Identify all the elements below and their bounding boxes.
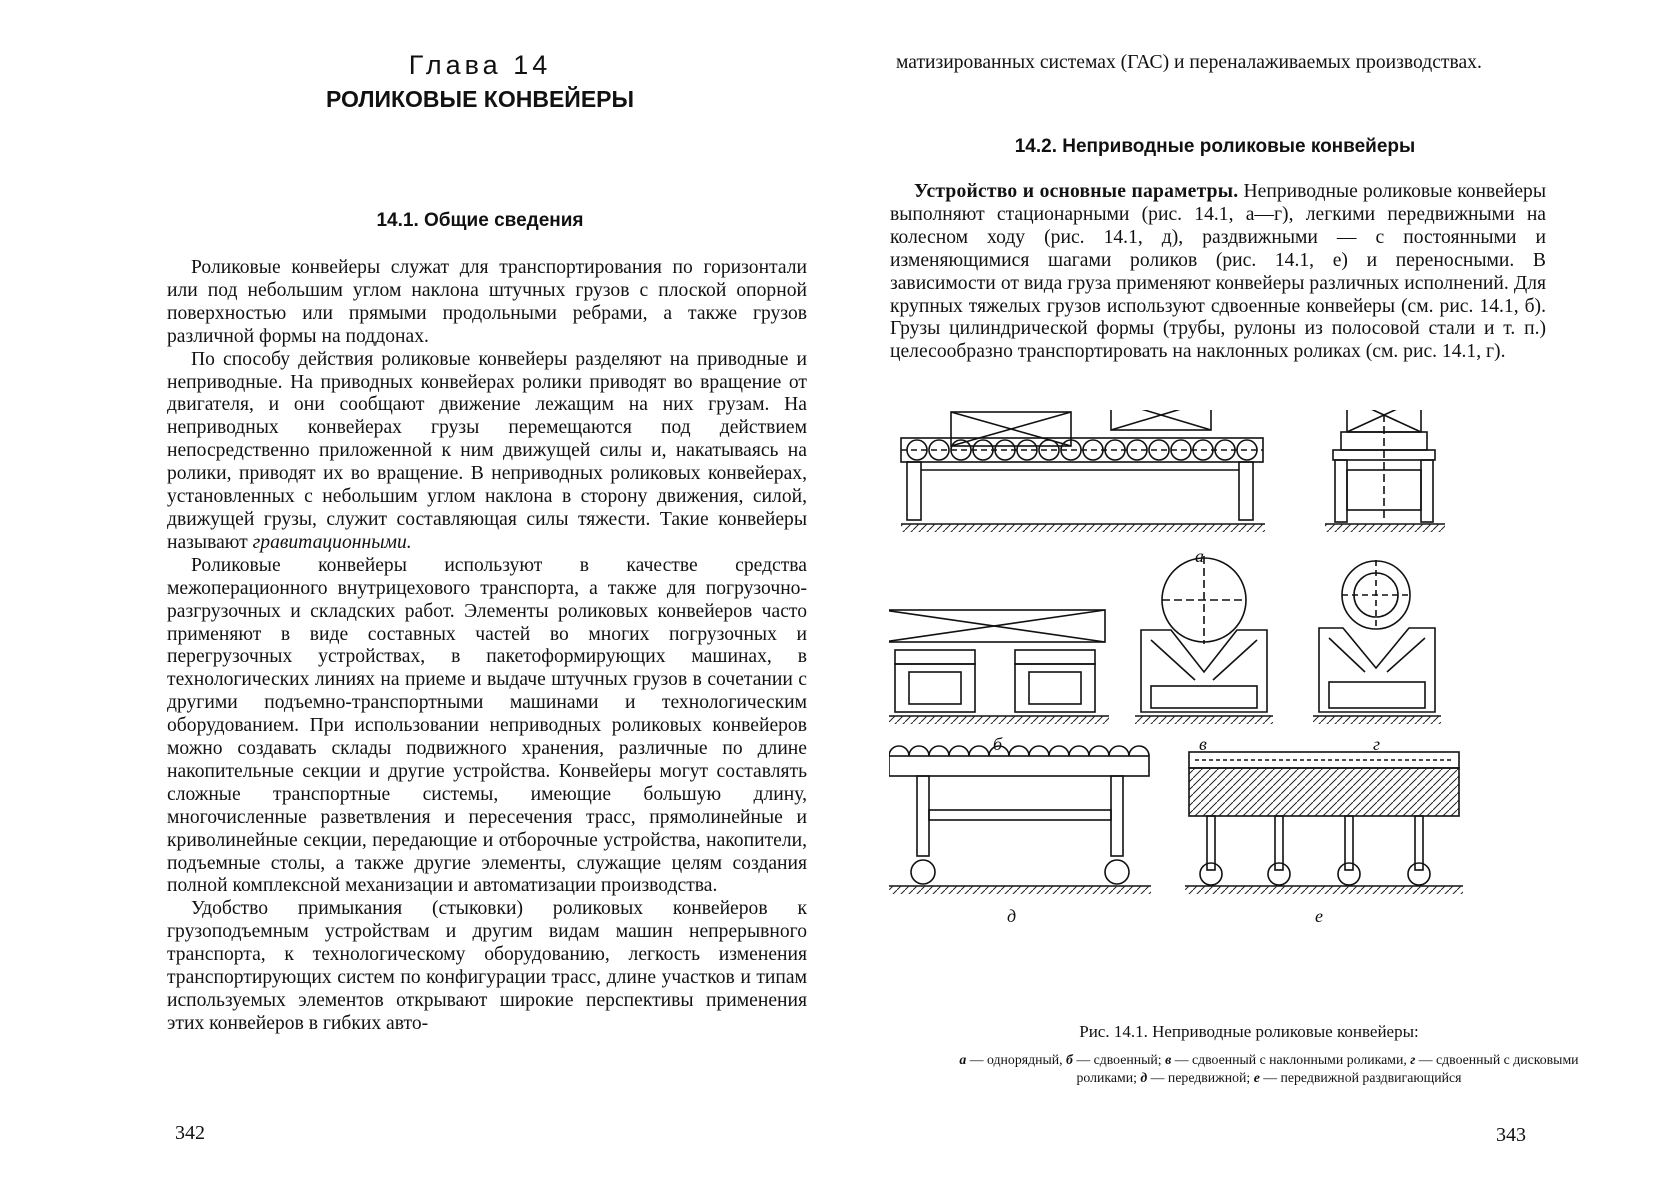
legend-key-v: в <box>1165 1052 1172 1067</box>
legend-text-v: — сдвоенный с наклонными роликами, <box>1171 1052 1411 1067</box>
panel-label-a: а <box>1195 546 1204 566</box>
italic-term: гравитационными. <box>252 531 412 553</box>
legend-text-e: — передвижной раздвигающийся <box>1259 1070 1462 1085</box>
drawing-a-end <box>1325 410 1445 532</box>
paragraph-2 <box>167 349 807 555</box>
panel-label-b: б <box>993 734 1003 754</box>
paragraph-14-2-text: Неприводные роликовые конвейеры выполняют стационарными (рис. 14.1, а—г), легкими передвижными на колесном ходу (рис. 14.1, д), раздвижными — с постоянными и изменяющимися шагами роликов (рис. 14.1, е) и переносными. В зависимости от вида груза применяют конвейеры различных исполнений. Для крупных тяжелых грузов используют сдвоенные конвейеры (см. рис. 14.1, б). Грузы цилиндрической формы (трубы, рулоны из полосовой стали и т. п.) целесообразно транспортировать на наклонных роликах (см. рис. 14.1, г). <box>890 181 1546 363</box>
paragraph-14-2 <box>890 181 1546 364</box>
paragraph-1: Роликовые конвейеры служат для транспортирования по горизонтали или под небольшим углом наклона штучных грузов с плоской опорной поверхностью или прямыми продольными ребрами, а также грузов различной формы на поддонах. <box>167 257 807 347</box>
panel-label-g: г <box>1373 734 1381 754</box>
panel-label-v: в <box>1199 734 1207 754</box>
legend-key-a: а <box>959 1052 967 1067</box>
legend-text-a: — однорядный, <box>966 1052 1067 1067</box>
figure-14-1 <box>889 410 1619 1085</box>
continuation-paragraph: матизированных системах (ГАС) и переналаживаемых производствах. <box>896 52 1482 73</box>
continuation-text <box>896 52 1546 75</box>
right-page <box>840 0 1679 1189</box>
paragraph-2-text: По способу действия роликовые конвейеры разделяют на приводные и неприводные. На приводных конвейерах ролики приводят во вращение от двигателя, и они сообщают движение лежащим на них грузам. На неприводных конвейерах грузы перемещаются под действием непосредственно приложенной к ним движущей силы и, накатываясь на ролики, приводят их во вращение. В неприводных роликовых конвейерах, установленных с небольшим углом наклона в сторону движения, силой, движущей грузы, служит составляющая силы тяжести. Такие конвейеры называют <box>167 348 807 553</box>
page-number-left: 342 <box>175 1122 205 1144</box>
paragraph-4: Удобство примыкания (стыковки) роликовых конвейеров к грузоподъемным устройствам и другим видам машин непрерывного транспорта, к технологическому оборудованию, легкость изменения транспортирующих систем по конфигурации трасс, длине участков и типам используемых элементов открывают широкие перспективы применения этих конвейеров в гибких авто- <box>167 898 807 1034</box>
left-body-text <box>167 257 807 1036</box>
legend-text-g: — сдвоенный с дисковыми роликами; <box>1076 1052 1579 1085</box>
legend-key-e: е <box>1253 1070 1260 1085</box>
right-body-text <box>890 181 1546 364</box>
drawing-e <box>1185 752 1463 894</box>
paragraph-3: Роликовые конвейеры используют в качестве средства межоперационного внутрицехового транспорта, а также для погрузочно-разгрузочных и складских работ. Элементы роликовых конвейеров часто применяют в виде составных частей во многих погрузочных и перегрузочных устройствах, в пакетоформирующих машинах, в технологических линиях на приеме и выдаче штучных грузов в сочетании с другими подъемно-транспортными машинами и технологическим оборудованием. При использовании неприводных роликовых конвейеров можно создавать склады подвижного хранения, различные по длине накопительные секции и другие устройства. Конвейеры могут составлять сложные транспортные системы, имеющие большую длину, многочисленные разветвления и пересечения трасс, прямолинейные и криволинейные секции, передающие и отборочные устройства, накопители, подъемные столы, а также другие элементы, служащие целям создания полной комплексной механизации и автоматизации производства. <box>167 554 807 897</box>
panel-label-d: д <box>1007 906 1017 926</box>
figure-drawing <box>889 410 1619 1020</box>
section-title-14-1: 14.1. Общие сведения <box>376 210 584 231</box>
legend-text-d: — передвижной; <box>1147 1070 1254 1085</box>
drawing-a-side <box>901 410 1265 532</box>
drawing-d <box>889 746 1151 894</box>
lead-phrase: Устройство и основные параметры. <box>914 181 1239 202</box>
chapter-label: Глава 14 <box>408 50 552 80</box>
page-number-right: 343 <box>1496 1124 1526 1146</box>
figure-legend <box>929 1051 1609 1087</box>
legend-key-b: б <box>1066 1052 1073 1067</box>
panel-label-e: е <box>1315 906 1323 926</box>
drawing-v <box>1135 556 1273 724</box>
drawing-g <box>1313 560 1441 724</box>
drawing-b <box>889 610 1109 724</box>
legend-key-d: д <box>1140 1070 1148 1085</box>
chapter-title: РОЛИКОВЫЕ КОНВЕЙЕРЫ <box>325 86 635 112</box>
section-title-14-2: 14.2. Неприводные роликовые конвейеры <box>1014 136 1416 157</box>
figure-caption: Рис. 14.1. Неприводные роликовые конвейеры: <box>1079 1022 1419 1041</box>
legend-text-b: — сдвоенный; <box>1072 1052 1166 1067</box>
legend-key-g: г <box>1410 1052 1416 1067</box>
